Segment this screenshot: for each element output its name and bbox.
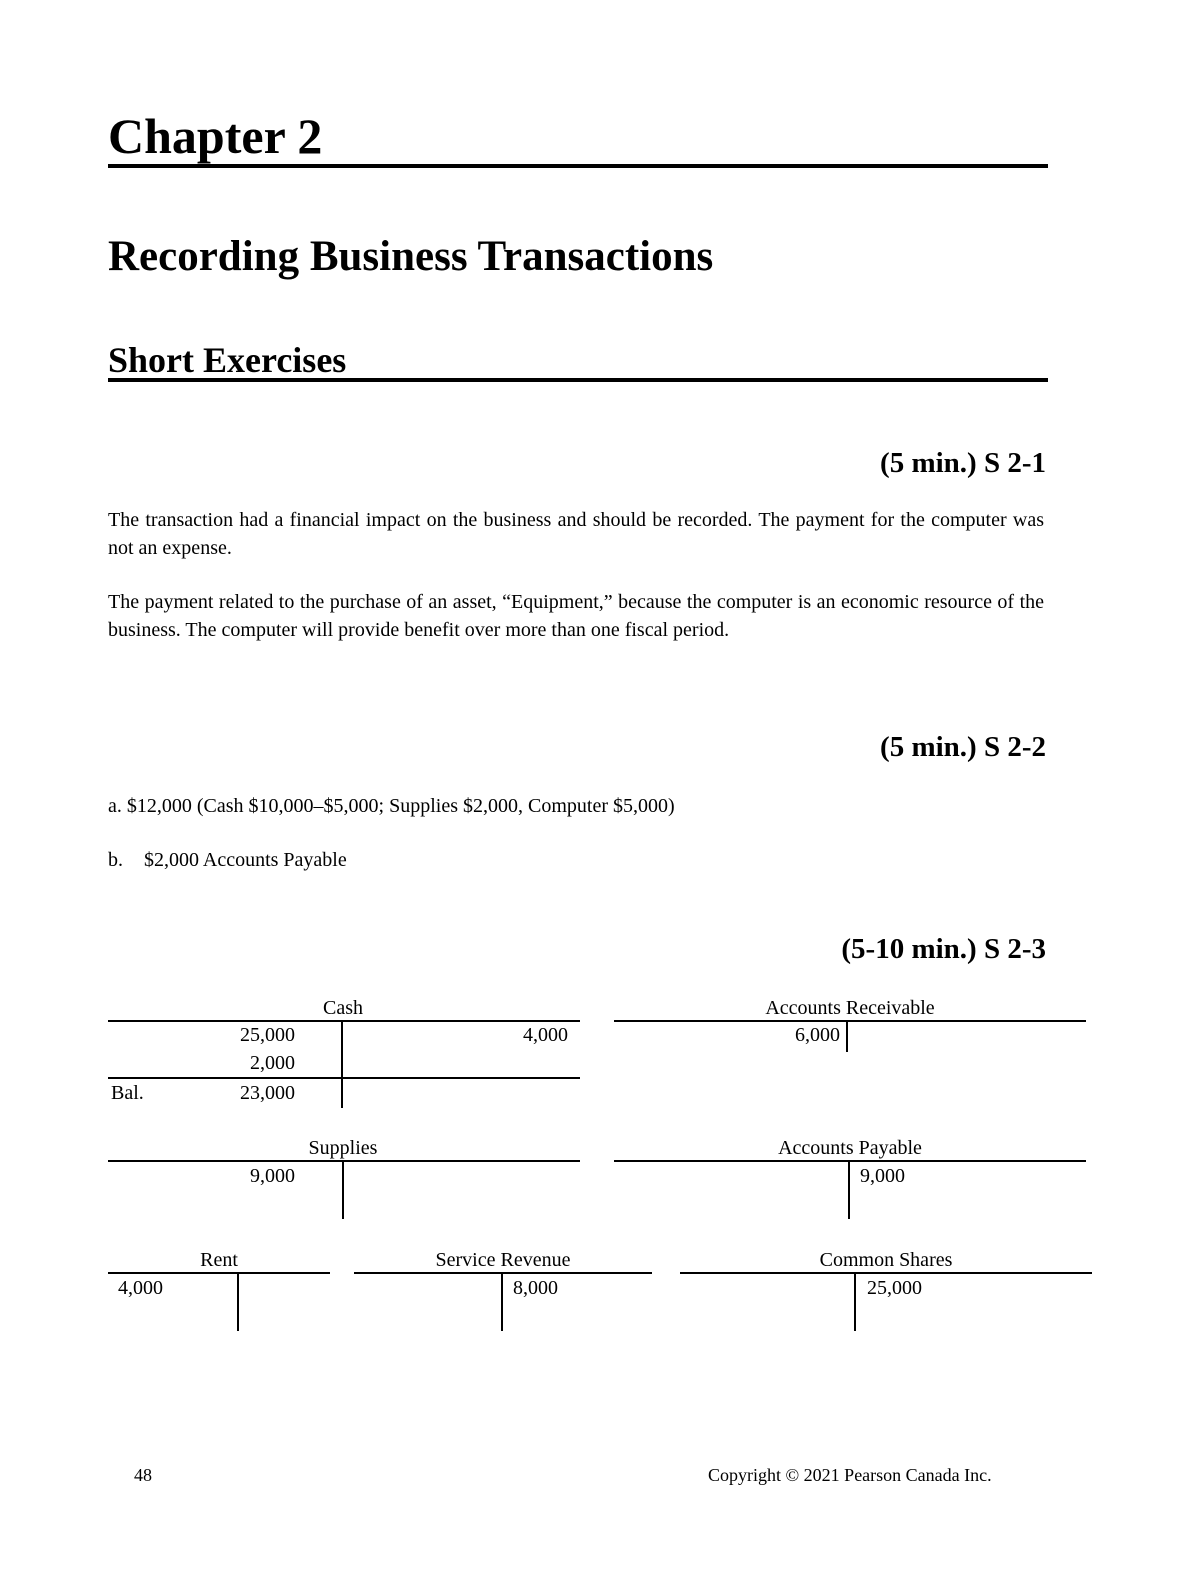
debit-entry: 9,000 bbox=[250, 1165, 295, 1187]
t-account-top-line bbox=[354, 1272, 652, 1274]
chapter-heading: Chapter 2 bbox=[108, 108, 1048, 168]
debit-entry: 6,000 bbox=[795, 1024, 840, 1046]
exercise-heading-s2-1: (5 min.) S 2-1 bbox=[880, 447, 1046, 479]
t-account-divider bbox=[846, 1021, 848, 1052]
credit-entry: 9,000 bbox=[860, 1165, 905, 1187]
t-account-divider bbox=[237, 1273, 239, 1331]
t-account-title: Rent bbox=[200, 1249, 238, 1271]
t-account-title: Accounts Receivable bbox=[765, 997, 935, 1019]
copyright-notice: Copyright © 2021 Pearson Canada Inc. bbox=[708, 1465, 992, 1485]
t-account-divider bbox=[854, 1273, 856, 1331]
t-account-top-line bbox=[614, 1020, 1086, 1022]
balance-value: 23,000 bbox=[240, 1082, 295, 1104]
debit-entry: 4,000 bbox=[118, 1277, 163, 1299]
credit-entry: 4,000 bbox=[523, 1024, 568, 1046]
t-account-title: Supplies bbox=[308, 1137, 378, 1159]
debit-entry: 25,000 bbox=[240, 1024, 295, 1046]
t-account-divider bbox=[848, 1161, 850, 1219]
s2-1-paragraph-1: The transaction had a financial impact on the business and should be recorded. The payment for the computer was not an expense. bbox=[108, 509, 1044, 559]
t-account-divider bbox=[342, 1161, 344, 1219]
exercise-heading-s2-3: (5-10 min.) S 2-3 bbox=[841, 933, 1046, 965]
balance-rule bbox=[108, 1077, 580, 1079]
t-account-top-line bbox=[108, 1160, 580, 1162]
t-account-divider bbox=[501, 1273, 503, 1331]
t-account-title: Common Shares bbox=[819, 1249, 953, 1271]
t-account-title: Cash bbox=[323, 997, 363, 1019]
s2-2-answer-b: $2,000 Accounts Payable bbox=[144, 849, 347, 871]
t-account-divider bbox=[341, 1021, 343, 1108]
chapter-title: Recording Business Transactions bbox=[108, 233, 714, 280]
credit-entry: 25,000 bbox=[867, 1277, 922, 1299]
t-account-top-line bbox=[614, 1160, 1086, 1162]
s2-2-answer-b-label: b. bbox=[108, 849, 123, 871]
debit-entry: 2,000 bbox=[250, 1052, 295, 1074]
section-heading: Short Exercises bbox=[108, 338, 1048, 382]
t-account-title: Accounts Payable bbox=[778, 1137, 922, 1159]
exercise-heading-s2-2: (5 min.) S 2-2 bbox=[880, 731, 1046, 763]
credit-entry: 8,000 bbox=[513, 1277, 558, 1299]
t-account-title: Service Revenue bbox=[435, 1249, 571, 1271]
s2-1-paragraph-2: The payment related to the purchase of an asset, “Equipment,” because the computer is an economic resource of the business. The computer will provide benefit over more than one fiscal period. bbox=[108, 591, 1044, 641]
page-number: 48 bbox=[134, 1465, 152, 1485]
balance-label: Bal. bbox=[111, 1082, 144, 1104]
s2-2-answer-a: a. $12,000 (Cash $10,000–$5,000; Supplies $2,000, Computer $5,000) bbox=[108, 795, 675, 817]
